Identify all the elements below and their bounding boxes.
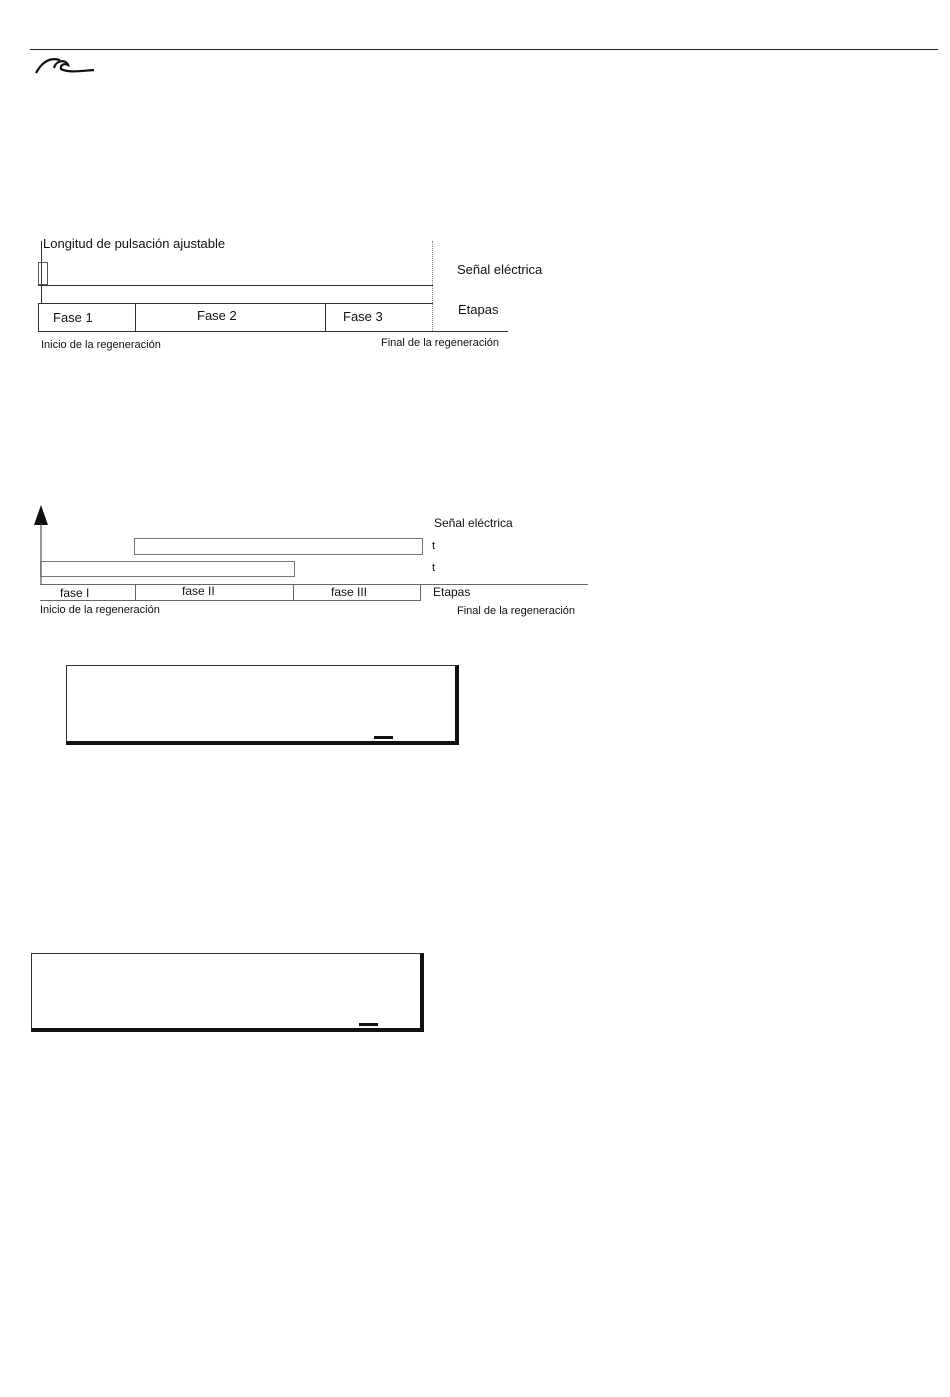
phase-iii-label: fase III [331,585,368,599]
signal-bar-short [40,561,295,577]
phase-3-label: Fase 3 [343,309,383,324]
lcd-display [66,665,459,745]
diagram2-end-label: Final de la regeneración [457,605,576,617]
phase-row-top [40,584,588,585]
diagram2-signal-label: Señal eléctrica [434,516,513,530]
diagram1-start-label: Inicio de la regeneración [41,339,161,351]
time-axis-label: t [432,540,436,552]
diagram1-end-label: Final de la regeneración [381,337,500,349]
diagram2-start-label: Inicio de la regeneración [40,604,160,616]
phase-i-label: fase I [60,586,90,600]
phase-divider [293,584,294,600]
signal-bar-long [134,538,423,555]
phase-row-bottom [40,600,421,601]
phase-divider [135,303,136,331]
phase-ii-label: fase II [182,584,215,598]
diagram1-stages-label: Etapas [458,302,499,317]
diagram1-signal-label: Señal eléctrica [457,262,543,277]
diagram2-stages-label: Etapas [433,585,471,599]
phase-2-label: Fase 2 [197,308,237,323]
phase-divider [325,303,326,331]
phase-1-label: Fase 1 [53,310,93,325]
header-rule [30,49,938,50]
lcd-cursor [374,736,393,739]
lcd-cursor [359,1023,378,1026]
phase-row-bottom [38,331,508,332]
phase-divider [420,584,421,600]
lcd-display [31,953,424,1032]
pulse-marker [38,262,48,285]
time-axis-label: t [432,562,436,574]
phase-divider [38,303,39,331]
pulse-length-label: Longitud de pulsación ajustable [43,236,226,251]
phase-divider [135,584,136,600]
signal-baseline [38,285,433,286]
diagram1-end-marker [432,241,434,331]
wave-logo-icon [34,54,96,76]
phase-row-top [38,303,433,304]
